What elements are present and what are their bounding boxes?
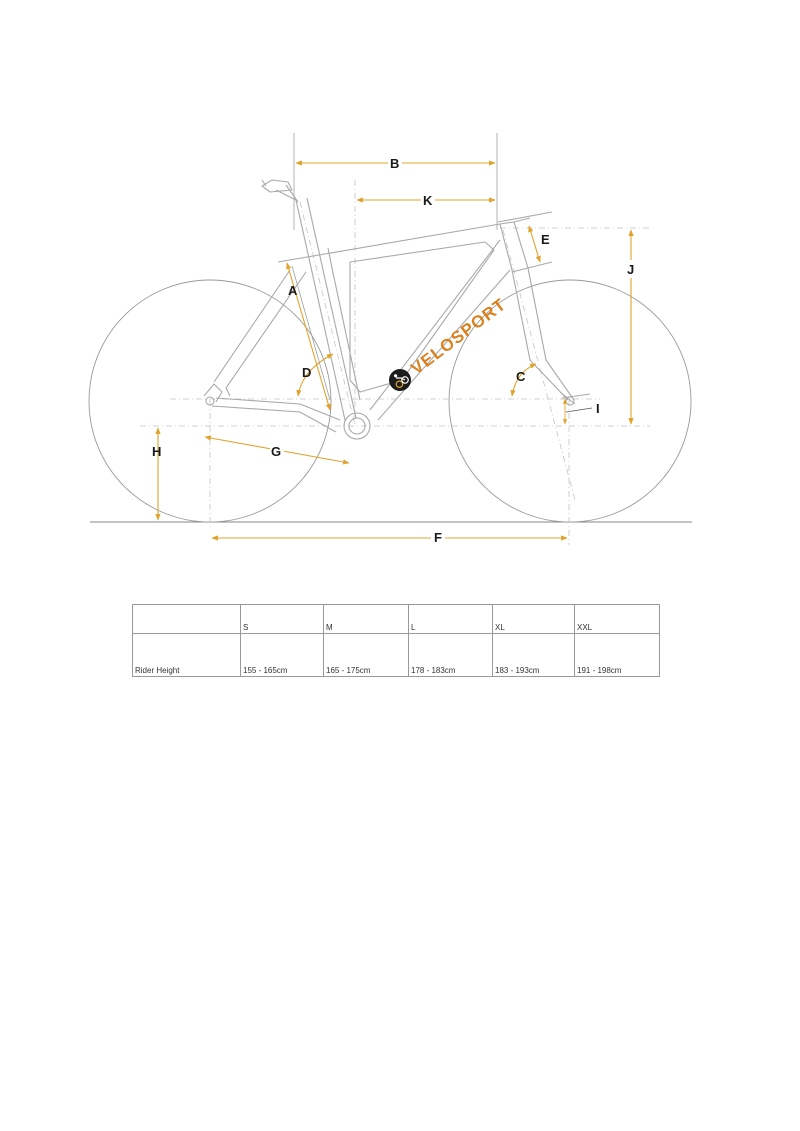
- size-header: L: [409, 605, 493, 634]
- size-header: M: [324, 605, 409, 634]
- label-a: A: [288, 283, 298, 298]
- rider-height-cell: 165 - 175cm: [324, 634, 409, 677]
- bike-frame: [204, 180, 590, 439]
- rider-height-cell: 178 - 183cm: [409, 634, 493, 677]
- size-header: S: [241, 605, 324, 634]
- dimension-arrows: [158, 163, 631, 538]
- header-blank-cell: [133, 605, 241, 634]
- label-g: G: [271, 444, 282, 459]
- rider-height-cell: 191 - 198cm: [575, 634, 660, 677]
- label-e: E: [541, 232, 550, 247]
- rider-height-cell: 155 - 165cm: [241, 634, 324, 677]
- row-label: Rider Height: [133, 634, 241, 677]
- size-header-row: [133, 605, 660, 634]
- dim-e-arrow: [529, 226, 540, 262]
- label-d: D: [302, 365, 312, 380]
- label-b: B: [390, 156, 400, 171]
- label-h: H: [152, 444, 162, 459]
- size-header: XL: [493, 605, 575, 634]
- leader-lines: [566, 408, 592, 412]
- label-c: C: [516, 369, 526, 384]
- brand-wordmark: VELOSPORT: [407, 294, 510, 379]
- size-header: XXL: [575, 605, 660, 634]
- rider-height-cell: 183 - 193cm: [493, 634, 575, 677]
- size-table: [132, 604, 660, 677]
- label-j: J: [627, 262, 635, 277]
- label-i: I: [596, 401, 600, 416]
- label-f: F: [434, 530, 442, 545]
- dimension-labels: [152, 155, 638, 545]
- label-k: K: [423, 193, 433, 208]
- rider-height-row: [133, 634, 660, 677]
- reference-lines: [140, 180, 650, 545]
